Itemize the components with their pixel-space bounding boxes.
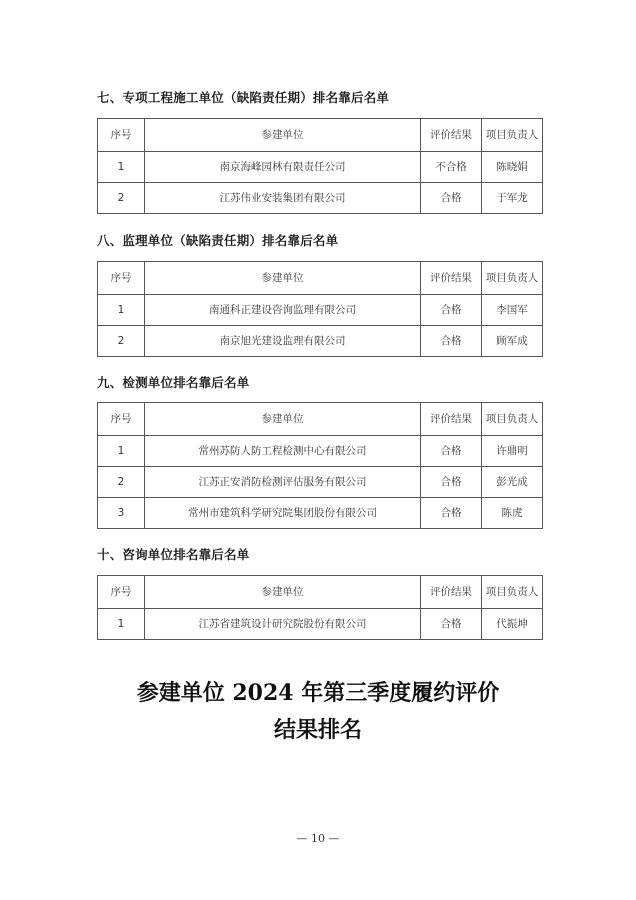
header-leader: 项目负责人 <box>482 119 543 152</box>
cell-no: 2 <box>98 183 145 214</box>
document-title-line-2: 结果排名 <box>273 717 362 743</box>
header-result: 评价结果 <box>421 403 482 436</box>
cell-no: 2 <box>98 326 145 357</box>
table-header-row <box>98 262 543 295</box>
cell-result: 合格 <box>421 467 482 498</box>
table-row <box>98 152 543 183</box>
cell-unit: 南通科正建设咨询监理有限公司 <box>145 295 421 326</box>
table-row <box>98 498 543 529</box>
cell-result: 合格 <box>421 609 482 640</box>
cell-result: 合格 <box>421 498 482 529</box>
cell-leader: 彭光成 <box>482 467 543 498</box>
cell-no: 1 <box>98 295 145 326</box>
table-row <box>98 467 543 498</box>
table-header-row <box>98 403 543 436</box>
cell-leader: 李国军 <box>482 295 543 326</box>
cell-unit: 常州苏防人防工程检测中心有限公司 <box>145 436 421 467</box>
header-no: 序号 <box>98 576 145 609</box>
header-no: 序号 <box>98 119 145 152</box>
cell-unit: 江苏正安消防检测评估服务有限公司 <box>145 467 421 498</box>
header-leader: 项目负责人 <box>482 576 543 609</box>
cell-leader: 陈虎 <box>482 498 543 529</box>
table-row <box>98 295 543 326</box>
cell-unit: 江苏伟业安装集团有限公司 <box>145 183 421 214</box>
cell-no: 1 <box>98 152 145 183</box>
table-row <box>98 609 543 640</box>
table-row <box>98 436 543 467</box>
cell-no: 1 <box>98 609 145 640</box>
section-title-7: 七、专项工程施工单位（缺陷责任期）排名靠后名单 <box>97 90 390 105</box>
header-unit: 参建单位 <box>145 403 421 436</box>
document-title-line-1: 参建单位 2024 年第三季度履约评价 <box>136 680 500 706</box>
header-leader: 项目负责人 <box>482 262 543 295</box>
cell-result: 合格 <box>421 326 482 357</box>
table-row <box>98 326 543 357</box>
header-result: 评价结果 <box>421 262 482 295</box>
cell-result: 不合格 <box>421 152 482 183</box>
cell-leader: 许鼎明 <box>482 436 543 467</box>
header-result: 评价结果 <box>421 119 482 152</box>
section-title-10: 十、咨询单位排名靠后名单 <box>97 547 250 562</box>
header-unit: 参建单位 <box>145 119 421 152</box>
cell-unit: 南京旭光建设监理有限公司 <box>145 326 421 357</box>
header-no: 序号 <box>98 262 145 295</box>
cell-unit: 常州市建筑科学研究院集团股份有限公司 <box>145 498 421 529</box>
table-row <box>98 183 543 214</box>
table-header-row <box>98 119 543 152</box>
cell-no: 2 <box>98 467 145 498</box>
cell-result: 合格 <box>421 295 482 326</box>
cell-no: 3 <box>98 498 145 529</box>
cell-leader: 顾军成 <box>482 326 543 357</box>
cell-leader: 代振坤 <box>482 609 543 640</box>
cell-leader: 陈晓娟 <box>482 152 543 183</box>
section-title-8: 八、监理单位（缺陷责任期）排名靠后名单 <box>97 233 339 248</box>
ranking-table-10 <box>97 575 543 640</box>
header-unit: 参建单位 <box>145 262 421 295</box>
ranking-table-9 <box>97 402 543 529</box>
header-no: 序号 <box>98 403 145 436</box>
cell-unit: 南京海峰园林有限责任公司 <box>145 152 421 183</box>
ranking-table-8 <box>97 261 543 357</box>
cell-unit: 江苏省建筑设计研究院股份有限公司 <box>145 609 421 640</box>
header-result: 评价结果 <box>421 576 482 609</box>
cell-leader: 于军龙 <box>482 183 543 214</box>
cell-result: 合格 <box>421 183 482 214</box>
page-number: — 10 — <box>296 832 340 845</box>
header-unit: 参建单位 <box>145 576 421 609</box>
cell-no: 1 <box>98 436 145 467</box>
section-title-9: 九、检测单位排名靠后名单 <box>97 375 250 390</box>
cell-result: 合格 <box>421 436 482 467</box>
table-header-row <box>98 576 543 609</box>
header-leader: 项目负责人 <box>482 403 543 436</box>
ranking-table-7 <box>97 118 543 214</box>
